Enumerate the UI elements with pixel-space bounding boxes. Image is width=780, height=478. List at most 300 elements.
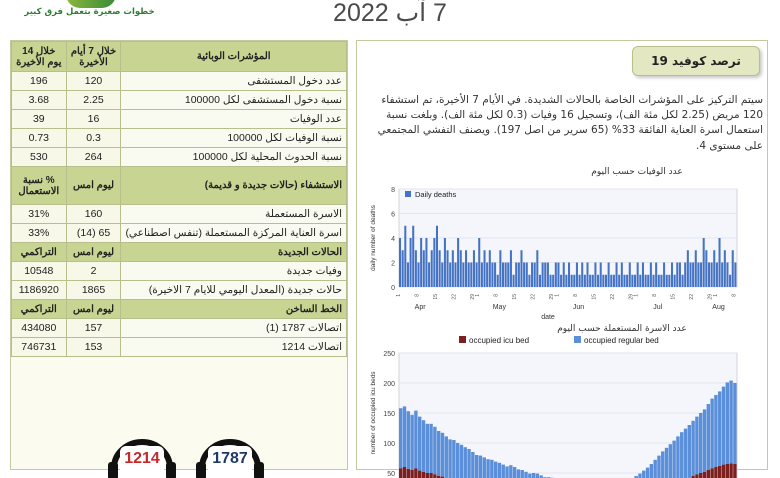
- regular-bar: [695, 417, 698, 475]
- icu-bar: [414, 468, 417, 478]
- regular-bar: [498, 463, 501, 478]
- month-label: Jul: [653, 304, 662, 311]
- death-bar: [721, 263, 723, 288]
- row-label: وفيات جديدة: [121, 262, 347, 281]
- regular-bar: [433, 427, 436, 474]
- row-value: 530: [12, 148, 67, 167]
- death-bar: [666, 275, 668, 287]
- table-row: [12, 72, 347, 91]
- regular-bar: [536, 474, 539, 478]
- row-label: عدد دخول المستشفى: [121, 72, 347, 91]
- hospitalization-header-row: [12, 167, 347, 205]
- beds-chart-title: عدد الاسرة المستعملة حسب اليوم: [507, 324, 737, 334]
- regular-bar: [418, 417, 421, 471]
- x-tick-label: 29: [470, 294, 476, 300]
- death-bar: [732, 250, 734, 287]
- death-bar: [658, 275, 660, 287]
- y-tick-label: 8: [391, 187, 395, 194]
- regular-bar: [486, 459, 489, 478]
- death-bar: [653, 275, 655, 287]
- row-value: 2: [66, 262, 121, 281]
- death-bar: [650, 263, 652, 288]
- regular-bar: [521, 470, 524, 478]
- death-bar: [454, 263, 456, 288]
- death-bar: [415, 250, 417, 287]
- table-row: [12, 262, 347, 281]
- death-bar: [563, 263, 565, 288]
- row-value: 157: [66, 319, 121, 338]
- icu-bar: [729, 463, 732, 478]
- death-bar: [494, 263, 496, 288]
- table-row: [12, 91, 347, 110]
- x-tick-label: 15: [671, 294, 677, 300]
- regular-bar: [490, 460, 493, 478]
- col-14days-header: خلال 14 يوم الأخيرة: [12, 42, 67, 72]
- death-bar: [476, 263, 478, 288]
- regular-bar: [718, 391, 721, 465]
- regular-bar: [684, 429, 687, 478]
- death-bar: [447, 250, 449, 287]
- death-bar: [528, 275, 530, 287]
- hotline-1214-number: 1214: [100, 450, 184, 468]
- icu-bar: [699, 473, 702, 478]
- indicators-header: المؤشرات الوبائية: [121, 42, 347, 72]
- x-tick-label: 8: [494, 294, 500, 297]
- regular-bar: [445, 436, 448, 477]
- death-bar: [576, 263, 578, 288]
- death-bar: [402, 250, 404, 287]
- x-tick-label: 22: [451, 294, 457, 300]
- new-cases-rows: [12, 262, 347, 300]
- row-value: 31%: [12, 205, 67, 224]
- death-bar: [655, 263, 657, 288]
- row-value: 1865: [66, 281, 121, 300]
- death-bar: [626, 275, 628, 287]
- death-bar: [631, 275, 633, 287]
- death-bar: [605, 275, 607, 287]
- death-bar: [695, 250, 697, 287]
- death-bar: [534, 263, 536, 288]
- hotline-header: الخط الساخن: [121, 300, 347, 319]
- row-value: 153: [66, 338, 121, 357]
- regular-bar: [726, 382, 729, 464]
- x-tick-label: 8: [731, 294, 737, 297]
- x-tick-label: 1: [554, 294, 560, 297]
- regular-bar: [691, 421, 694, 476]
- new-cases-header: الحالات الجديدة: [121, 243, 347, 262]
- death-bar: [441, 263, 443, 288]
- death-bar: [473, 250, 475, 287]
- regular-bar: [532, 473, 535, 478]
- col-7days-header: خلال 7 أيام الأخيرة: [66, 42, 121, 72]
- death-bar: [399, 238, 401, 287]
- hotline-rows: [12, 319, 347, 357]
- icu-bar: [695, 474, 698, 478]
- icu-bar: [733, 464, 736, 478]
- month-label: Jun: [573, 304, 584, 311]
- death-bar: [621, 263, 623, 288]
- regular-bar: [429, 424, 432, 473]
- death-bar: [460, 250, 462, 287]
- icu-bar: [422, 472, 425, 478]
- row-value: 196: [12, 72, 67, 91]
- table-row: [12, 205, 347, 224]
- regular-bar: [646, 468, 649, 478]
- regular-bar: [642, 471, 645, 478]
- regular-bar: [460, 445, 463, 478]
- x-tick-label: 1: [396, 294, 402, 297]
- death-bar: [428, 263, 430, 288]
- death-bar: [629, 263, 631, 288]
- y-tick-label: 250: [383, 351, 395, 358]
- x-tick-label: 1: [713, 294, 719, 297]
- death-bar: [687, 250, 689, 287]
- death-bar: [708, 263, 710, 288]
- death-bar: [700, 263, 702, 288]
- regular-bar: [422, 420, 425, 472]
- regular-bar: [710, 399, 713, 469]
- regular-bar: [524, 472, 527, 478]
- icu-bar: [433, 474, 436, 478]
- death-bar: [555, 263, 557, 288]
- icu-bar: [710, 468, 713, 478]
- regular-bar: [669, 444, 672, 478]
- row-value: 746731: [12, 338, 67, 357]
- icu-bar: [410, 470, 413, 478]
- death-bar: [433, 238, 435, 287]
- x-tick-label: 22: [610, 294, 616, 300]
- death-bar: [439, 250, 441, 287]
- table-row: [12, 224, 347, 243]
- regular-bar: [494, 462, 497, 478]
- death-bar: [444, 238, 446, 287]
- new-col-cumulative: التراكمي: [12, 243, 67, 262]
- icu-bar: [726, 464, 729, 478]
- regular-bar: [437, 431, 440, 476]
- indicators-panel: [10, 40, 348, 470]
- row-value: 120: [66, 72, 121, 91]
- death-bar: [410, 238, 412, 287]
- row-value: 264: [66, 148, 121, 167]
- death-bar: [520, 250, 522, 287]
- hotline-col-today: ليوم امس: [66, 300, 121, 319]
- regular-bar: [707, 404, 710, 470]
- death-bar: [642, 263, 644, 288]
- row-label: اتصالات 1787 (1): [121, 319, 347, 338]
- death-bar: [481, 263, 483, 288]
- death-bar: [436, 226, 438, 287]
- icu-bar: [718, 466, 721, 478]
- death-bar: [518, 263, 520, 288]
- death-bar: [547, 263, 549, 288]
- x-tick-label: 15: [591, 294, 597, 300]
- death-bar: [573, 275, 575, 287]
- regular-bar: [672, 441, 675, 478]
- x-tick-label: 1: [634, 294, 640, 297]
- y-tick-label: 4: [391, 236, 395, 243]
- death-bar: [515, 263, 517, 288]
- death-bar: [423, 250, 425, 287]
- regular-bar: [665, 448, 668, 478]
- death-bar: [491, 263, 493, 288]
- death-bar: [671, 263, 673, 288]
- legend-swatch: [459, 336, 466, 343]
- table-row: [12, 148, 347, 167]
- y-tick-label: 200: [383, 381, 395, 388]
- death-bar: [452, 250, 454, 287]
- hotline-header-row: [12, 300, 347, 319]
- death-bar: [711, 263, 713, 288]
- death-bar: [634, 275, 636, 287]
- hosp-col-today: ليوم امس: [66, 167, 121, 205]
- death-bar: [468, 263, 470, 288]
- table-header-row: [12, 42, 347, 72]
- death-bar: [489, 250, 491, 287]
- death-bar: [719, 238, 721, 287]
- hotline-1787-number: 1787: [188, 450, 272, 468]
- death-bar: [552, 275, 554, 287]
- row-value: 2.25: [66, 91, 121, 110]
- death-bar: [486, 263, 488, 288]
- death-bar: [526, 263, 528, 288]
- death-bar: [531, 263, 533, 288]
- regular-bar: [657, 456, 660, 478]
- icu-bar: [429, 473, 432, 478]
- month-label: Aug: [712, 304, 725, 311]
- death-bar: [510, 250, 512, 287]
- death-bar: [449, 263, 451, 288]
- x-tick-label: 8: [414, 294, 420, 297]
- y-tick-label: 2: [391, 261, 395, 268]
- row-value: 10548: [12, 262, 67, 281]
- x-tick-label: 15: [433, 294, 439, 300]
- icu-bar: [403, 467, 406, 478]
- regular-bar: [650, 464, 653, 478]
- death-bar: [703, 238, 705, 287]
- regular-bar: [475, 455, 478, 478]
- death-bar: [579, 275, 581, 287]
- regular-bar: [407, 411, 410, 469]
- death-bar: [484, 250, 486, 287]
- x-axis-label: date: [541, 314, 555, 321]
- regular-bar: [676, 436, 679, 478]
- logo: [22, 0, 157, 26]
- row-label: نسبة الوفيات لكل 100000: [121, 129, 347, 148]
- icu-bar: [407, 469, 410, 478]
- row-value: 0.73: [12, 129, 67, 148]
- regular-bar: [661, 451, 664, 478]
- death-bar: [499, 250, 501, 287]
- death-bar: [716, 263, 718, 288]
- x-tick-label: 29: [549, 294, 555, 300]
- regular-bar: [680, 432, 683, 478]
- table-row: [12, 129, 347, 148]
- death-bar: [679, 263, 681, 288]
- x-tick-label: 22: [689, 294, 695, 300]
- month-label: Apr: [415, 304, 427, 311]
- icu-bar: [703, 472, 706, 478]
- page-date: 7 آب 2022: [300, 0, 480, 28]
- row-value: 33%: [12, 224, 67, 243]
- death-bar: [674, 275, 676, 287]
- y-tick-label: 100: [383, 441, 395, 448]
- icu-bar: [714, 467, 717, 478]
- death-bar: [692, 263, 694, 288]
- death-bar: [586, 263, 588, 288]
- row-value: 65 (14): [66, 224, 121, 243]
- row-label: عدد الوفيات: [121, 110, 347, 129]
- regular-bar: [448, 439, 451, 478]
- table-row: [12, 338, 347, 357]
- death-bar: [663, 263, 665, 288]
- y-axis-label: number of occupied icu beds: [370, 371, 377, 455]
- hospitalization-rows: [12, 205, 347, 243]
- x-tick-label: 29: [628, 294, 634, 300]
- x-tick-label: 29: [708, 294, 714, 300]
- regular-bar: [733, 383, 736, 464]
- regular-bar: [714, 395, 717, 467]
- icu-bar: [426, 473, 429, 478]
- death-bar: [497, 275, 499, 287]
- death-bar: [584, 275, 586, 287]
- death-bar: [465, 250, 467, 287]
- covid-surveillance-panel: [356, 40, 768, 470]
- death-bar: [602, 275, 604, 287]
- death-bar: [544, 263, 546, 288]
- new-cases-header-row: [12, 243, 347, 262]
- death-bar: [420, 238, 422, 287]
- death-bar: [613, 275, 615, 287]
- death-bar: [639, 275, 641, 287]
- regular-bar: [479, 456, 482, 478]
- regular-bar: [699, 413, 702, 473]
- regular-bar: [410, 415, 413, 470]
- panel-title: ترصد كوفيد 19: [632, 46, 760, 76]
- legend-label: occupied icu bed: [469, 336, 529, 345]
- new-col-today: ليوم امس: [66, 243, 121, 262]
- y-axis-label: daily number of deaths: [370, 204, 377, 271]
- row-value: 0.3: [66, 129, 121, 148]
- regular-bar: [456, 443, 459, 478]
- death-bar: [610, 275, 612, 287]
- hosp-col-pct: % نسبة الاستعمال: [12, 167, 67, 205]
- death-bar: [557, 263, 559, 288]
- x-tick-label: 22: [531, 294, 537, 300]
- death-bar: [660, 275, 662, 287]
- death-bar: [684, 263, 686, 288]
- table-row: [12, 319, 347, 338]
- row-label: نسبة دخول المستشفى لكل 100000: [121, 91, 347, 110]
- indicators-table: [11, 41, 347, 357]
- regular-bar: [502, 465, 505, 478]
- row-value: 1186920: [12, 281, 67, 300]
- hotline-col-cumulative: التراكمي: [12, 300, 67, 319]
- death-bar: [550, 275, 552, 287]
- death-bar: [462, 263, 464, 288]
- death-bar: [513, 275, 515, 287]
- month-label: May: [493, 304, 507, 311]
- row-value: 16: [66, 110, 121, 129]
- regular-bar: [513, 467, 516, 478]
- death-bar: [623, 275, 625, 287]
- table-row: [12, 110, 347, 129]
- death-bar: [568, 263, 570, 288]
- death-bar: [407, 263, 409, 288]
- icu-bar: [707, 470, 710, 478]
- death-bar: [689, 263, 691, 288]
- icu-bar: [418, 471, 421, 478]
- death-bar: [425, 238, 427, 287]
- regular-bar: [517, 469, 520, 478]
- x-tick-label: 8: [652, 294, 658, 297]
- y-tick-label: 150: [383, 411, 395, 418]
- row-value: 3.68: [12, 91, 67, 110]
- row-label: اسرة العناية المركزة المستعملة (تنفس اصطناعي): [121, 224, 347, 243]
- regular-bar: [638, 474, 641, 478]
- death-bar: [724, 250, 726, 287]
- death-bar: [697, 263, 699, 288]
- deaths-chart: [363, 175, 753, 325]
- indicator-rows: [12, 72, 347, 167]
- death-bar: [597, 275, 599, 287]
- death-bar: [505, 263, 507, 288]
- death-bar: [457, 238, 459, 287]
- death-bar: [560, 275, 562, 287]
- regular-bar: [722, 387, 725, 465]
- regular-bar: [414, 411, 417, 469]
- y-tick-label: 0: [391, 285, 395, 292]
- regular-bar: [399, 408, 402, 468]
- death-bar: [412, 226, 414, 287]
- y-tick-label: 50: [387, 471, 395, 478]
- hospitalization-header: الاستشفاء (حالات جديدة و قديمة): [121, 167, 347, 205]
- row-value: 39: [12, 110, 67, 129]
- death-bar: [431, 250, 433, 287]
- regular-bar: [703, 409, 706, 471]
- death-bar: [523, 263, 525, 288]
- legend-label: occupied regular bed: [584, 336, 659, 345]
- death-bar: [404, 226, 406, 287]
- regular-bar: [509, 465, 512, 478]
- death-bar: [571, 275, 573, 287]
- legend-swatch: [405, 191, 411, 197]
- death-bar: [618, 275, 620, 287]
- regular-bar: [653, 460, 656, 478]
- death-bar: [542, 263, 544, 288]
- death-bar: [682, 275, 684, 287]
- hotline-1787-badge: [188, 428, 272, 478]
- death-bar: [417, 263, 419, 288]
- death-bar: [726, 263, 728, 288]
- death-bar: [507, 263, 509, 288]
- regular-bar: [403, 406, 406, 467]
- death-bar: [645, 275, 647, 287]
- legend-label: Daily deaths: [415, 190, 457, 199]
- x-tick-label: 15: [512, 294, 518, 300]
- regular-bar: [426, 424, 429, 473]
- death-bar: [536, 250, 538, 287]
- regular-bar: [467, 449, 470, 478]
- death-bar: [594, 263, 596, 288]
- row-label: نسبة الحدوث المحلية لكل 100000: [121, 148, 347, 167]
- regular-bar: [452, 440, 455, 478]
- x-tick-label: 8: [573, 294, 579, 297]
- x-tick-label: 1: [475, 294, 481, 297]
- death-bar: [478, 238, 480, 287]
- death-bar: [734, 263, 736, 288]
- death-bar: [589, 275, 591, 287]
- death-bar: [713, 250, 715, 287]
